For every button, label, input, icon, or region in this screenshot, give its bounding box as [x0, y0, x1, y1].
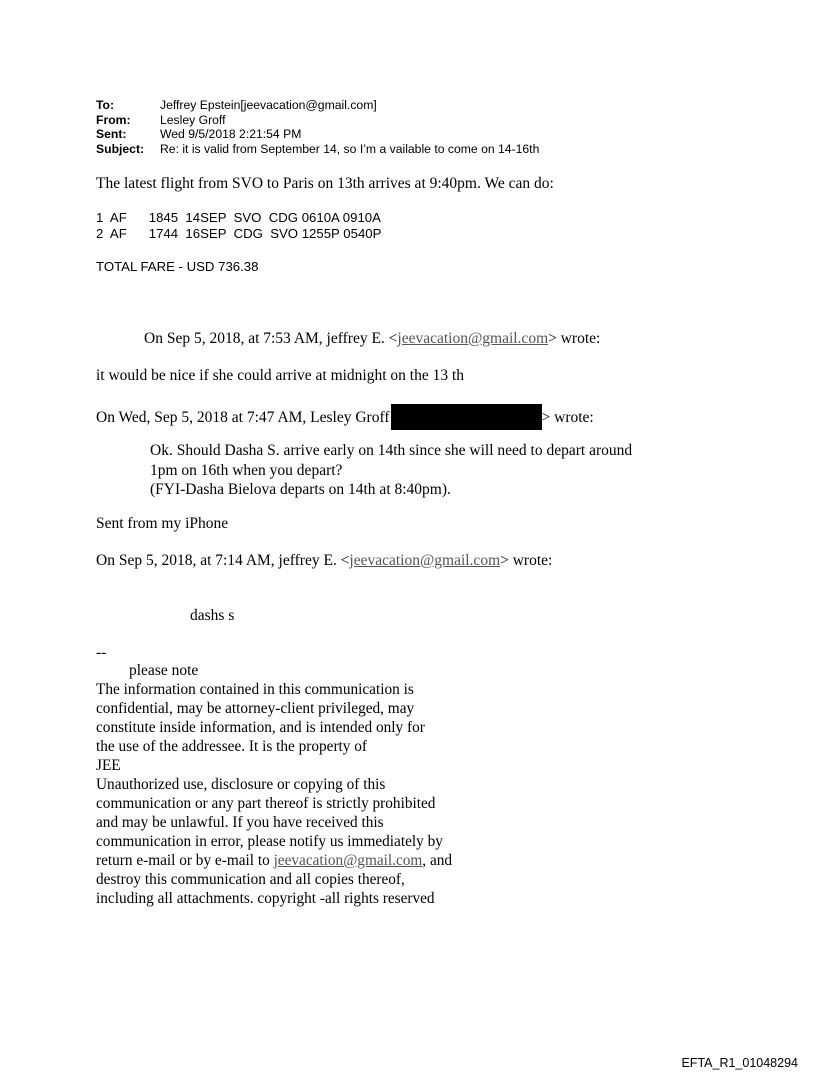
- signature-separator: --: [96, 644, 107, 661]
- msg2-line-2: 1pm on 16th when you depart?: [150, 461, 343, 479]
- subject-row: [96, 142, 539, 157]
- sent-label: Sent:: [96, 127, 127, 141]
- document-id: EFTA_R1_01048294: [681, 1056, 798, 1070]
- sent-from: Sent from my iPhone: [96, 515, 229, 532]
- msg2-quote: [150, 441, 632, 500]
- disclaimer-line: communication in error, please notify us immediately by: [96, 833, 443, 850]
- msg3-email-link[interactable]: jeevacation@gmail.com: [349, 552, 501, 569]
- disclaimer-line: constitute inside information, and is intended only for: [96, 719, 425, 736]
- disclaimer-line: communication or any part thereof is strictly prohibited: [96, 795, 436, 812]
- total-fare: TOTAL FARE - USD 736.38: [96, 259, 259, 274]
- disclaimer-line: and may be unlawful. If you have received this: [96, 814, 384, 831]
- disclaimer-line: The information contained in this communication is: [96, 681, 414, 698]
- return-suffix: , and: [422, 852, 453, 869]
- disclaimer-line-return: [96, 851, 516, 870]
- to-row: [96, 98, 539, 113]
- disclaimer: [96, 680, 516, 908]
- disclaimer-line: Unauthorized use, disclosure or copying of this: [96, 776, 386, 793]
- msg1-prefix: On Sep 5, 2018, at 7:53 AM, jeffrey E. <: [144, 330, 398, 347]
- disclaimer-line: destroy this communication and all copies thereof,: [96, 871, 405, 888]
- msg2-suffix: > wrote:: [541, 409, 594, 426]
- signature-note: please note: [129, 662, 199, 679]
- msg3-suffix: > wrote:: [500, 552, 553, 569]
- msg2-header: [96, 404, 594, 430]
- email-header: [96, 98, 539, 156]
- msg1-text: it would be nice if she could arrive at midnight on the 13 th: [96, 367, 465, 384]
- disclaimer-line: the use of the addressee. It is the property of: [96, 738, 368, 755]
- body-intro: The latest flight from SVO to Paris on 13th arrives at 9:40pm. We can do:: [96, 175, 554, 192]
- msg3-prefix: On Sep 5, 2018, at 7:14 AM, jeffrey E. <: [96, 552, 350, 569]
- redaction-box: [391, 404, 542, 430]
- msg3-header: [96, 552, 552, 570]
- msg1-suffix: > wrote:: [548, 330, 601, 347]
- flight-line-2: 2 AF 1744 16SEP CDG SVO 1255P 0540P: [96, 226, 382, 241]
- msg2-line-3: (FYI-Dasha Bielova departs on 14th at 8:40pm).: [150, 481, 451, 498]
- msg2-line-1: Ok. Should Dasha S. arrive early on 14th since she will need to depart around: [150, 442, 633, 459]
- to-label: To:: [96, 98, 115, 112]
- from-row: [96, 113, 539, 128]
- msg1-header: [144, 330, 600, 348]
- flight-line-1: 1 AF 1845 14SEP SVO CDG 0610A 0910A: [96, 210, 381, 225]
- subject-value: Re: it is valid from September 14, so I’m a vailable to come on 14-16th: [160, 141, 540, 156]
- sent-value: Wed 9/5/2018 2:21:54 PM: [160, 127, 302, 141]
- sent-row: [96, 127, 539, 142]
- disclaimer-line: confidential, may be attorney-client privileged, may: [96, 700, 415, 717]
- disclaimer-line: including all attachments. copyright -all rights reserved: [96, 890, 435, 907]
- msg2-prefix: On Wed, Sep 5, 2018 at 7:47 AM, Lesley Groff: [96, 409, 390, 426]
- from-value: Lesley Groff: [160, 112, 226, 127]
- disclaimer-line: JEE: [96, 757, 121, 774]
- from-label: From:: [96, 112, 131, 127]
- subject-label: Subject:: [96, 141, 145, 156]
- to-value: Jeffrey Epstein[jeevacation@gmail.com]: [160, 98, 377, 112]
- return-prefix: return e-mail or by e-mail to: [96, 852, 274, 869]
- msg3-text: dashs s: [190, 607, 235, 624]
- msg1-email-link[interactable]: jeevacation@gmail.com: [397, 330, 549, 347]
- disclaimer-email-link[interactable]: jeevacation@gmail.com: [273, 852, 423, 869]
